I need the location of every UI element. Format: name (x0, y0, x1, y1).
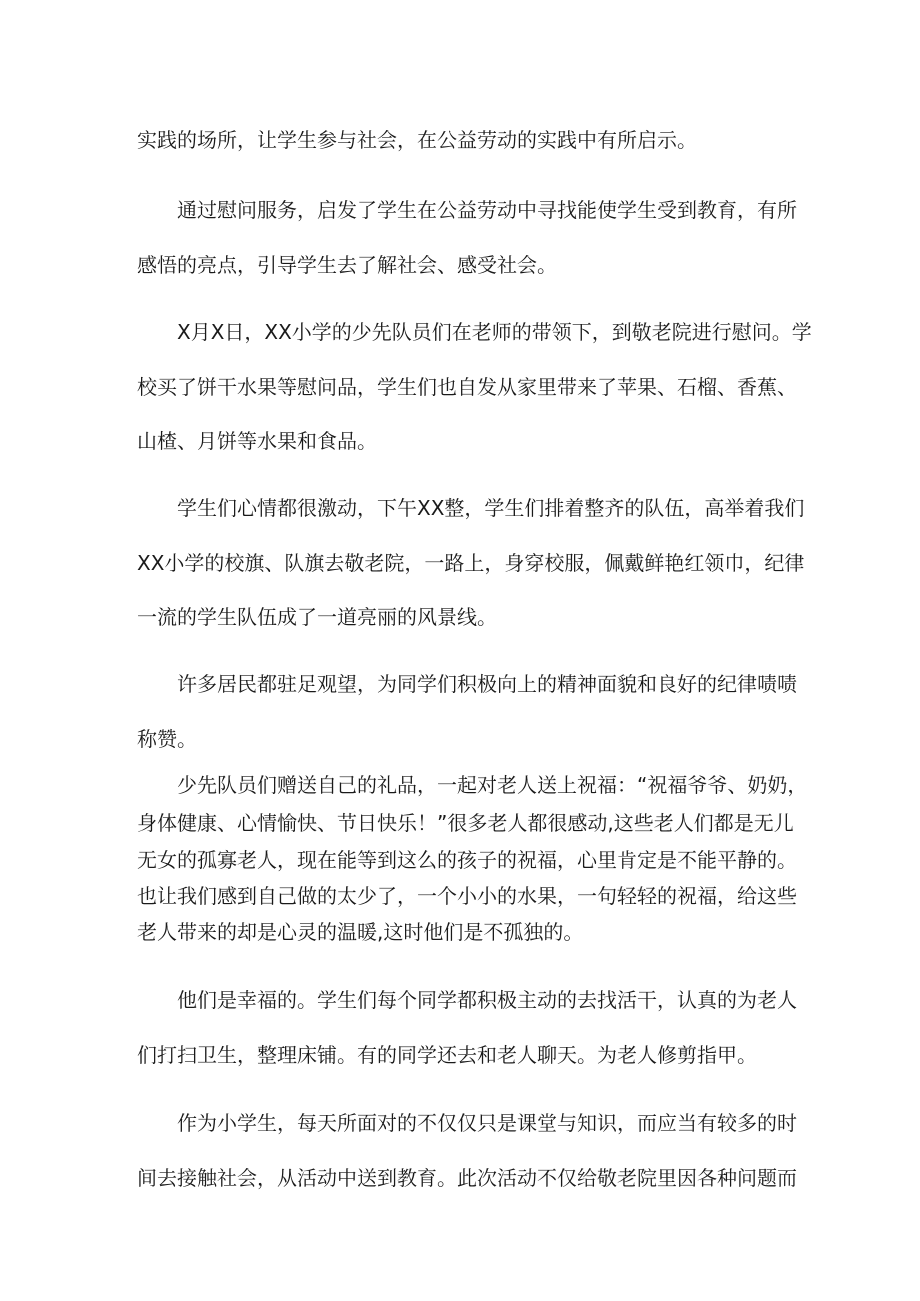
text-line: 间去接触社会，从活动中送到教育。此次活动不仅给敬老院里因各种问题而 (137, 1166, 797, 1190)
text-line: 通过慰问服务，启发了学生在公益劳动中寻找能使学生受到教育，有所 (177, 198, 797, 222)
text-line: 学生们心情都很激动，下午XX整，学生们排着整齐的队伍，高举着我们 (177, 496, 805, 520)
text-line: 少先队员们赠送自己的礼品，一起对老人送上祝福：“祝福爷爷、奶奶， (177, 773, 808, 797)
text-line: 他们是幸福的。学生们每个同学都积极主动的去找活干，认真的为老人 (177, 988, 797, 1012)
text-line: 感悟的亮点，引导学生去了解社会、感受社会。 (137, 253, 557, 277)
text-line: 实践的场所，让学生参与社会，在公益劳动的实践中有所启示。 (137, 128, 697, 152)
text-line: 山楂、月饼等水果和食品。 (137, 429, 377, 453)
text-line: 许多居民都驻足观望，为同学们积极向上的精神面貌和良好的纪律啧啧 (177, 672, 797, 696)
text-line: 一流的学生队伍成了一道亮丽的风景线。 (137, 605, 497, 629)
text-line: XX小学的校旗、队旗去敬老院，一路上，身穿校服，佩戴鲜艳红领巾，纪律 (137, 551, 805, 575)
text-line: 身体健康、心情愉快、节日快乐！”很多老人都很感动,这些老人们都是无儿 (137, 811, 794, 835)
text-line: 校买了饼干水果等慰问品，学生们也自发从家里带来了苹果、石榴、香蕉、 (137, 375, 797, 399)
text-line: 作为小学生，每天所面对的不仅仅只是课堂与知识，而应当有较多的时 (177, 1111, 797, 1135)
text-line: 无女的孤寡老人，现在能等到这么的孩子的祝福，心里肯定是不能平静的。 (137, 848, 797, 872)
text-line: 称赞。 (137, 727, 197, 751)
text-line: X月X日，XX小学的少先队员们在老师的带领下，到敬老院进行慰问。学 (177, 320, 812, 344)
text-line: 也让我们感到自己做的太少了，一个小小的水果，一句轻轻的祝福，给这些 (137, 884, 797, 908)
text-line: 老人带来的却是心灵的温暖,这时他们是不孤独的。 (137, 920, 584, 944)
text-line: 们打扫卫生，整理床铺。有的同学还去和老人聊天。为老人修剪指甲。 (137, 1043, 757, 1067)
